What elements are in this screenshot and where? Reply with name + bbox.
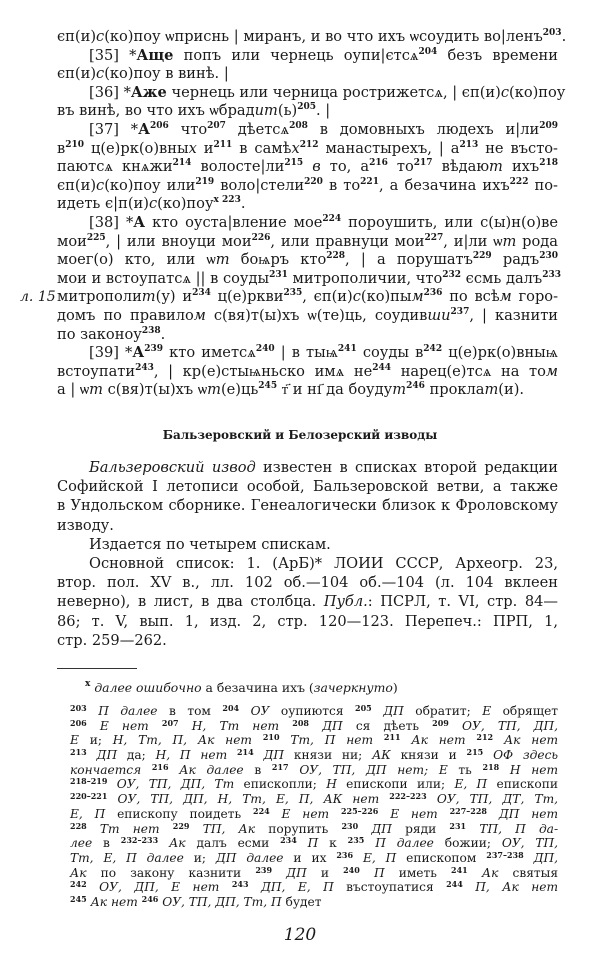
footnote-line: $^{242}$ ОУ, ДП, Е нет $^{243}$ ДП, Е, П въстоупатися $^{244}$ П, Ак нет [70,879,559,895]
intro-text [57,458,558,650]
main_text-line: домъ по правилом с(вя)т(ы)хъ ѡ(те)ць, соудивши$^{237}$, | казнити [57,306,558,324]
main_text-line: по законоу$^{238}$. [57,325,166,343]
footnote-divider [57,668,137,669]
intro-line: неверно), в лист, в два столбца. Публ.: ПСРЛ, т. VI, стр. 84— [57,593,558,611]
main_text-line: идеть є|п(и)с(ко)поу$^{х 223}$. [57,195,246,213]
page-number: 120 [283,925,317,945]
footnote-line: $^{245}$ Ак нет $^{246}$ ОУ, ТП, ДП, Тт, П будет [70,893,322,909]
footnote-line: лее в $^{232-233}$ Ак далъ есми $^{234}$ П к $^{235}$ П далее божии; ОУ, ТП, [70,835,559,851]
main-text [57,28,567,400]
section-heading: Бальзеровский и Белозерский изводы [162,428,438,442]
intro-line: Бальзеровский извод известен в списках второй редакции [89,459,558,476]
intro-line: изводу. [57,516,114,534]
footnote-line: Е и; Н, Тт, П, Ак нет $^{210}$ Тт, П нет $^{211}$ Ак нет $^{212}$ Ак нет [70,732,559,748]
main_text-line: въ винѣ, во что ихъ $ѡбрадит(ь)^{205}$. | [57,102,331,120]
footnotes [70,704,558,910]
intro-line: в Ундольском сборнике. Генеалогически близок к Фроловскому [57,497,558,515]
footnote-line: кончается $^{216}$ Ак далее в $^{217}$ ОУ, ТП, ДП нет; Е ть $^{218}$ Н нет [70,761,559,777]
intro-line: стр. 259—262. [57,631,167,649]
main_text-line: [36] *Аже чернець или черница рострижетсѧ, | єп(и)с(ко)поу [89,83,566,101]
footnote-x: $^х$ далее ошибочно а безачина ихъ (зачеркнуто) [85,679,398,695]
footnote-line: $^{203}$ П далее в том $^{204}$ ОУ оупиются $^{205}$ ДП обратит; Е обрящет [70,703,559,718]
main_text-line: паютсѧ кнѧжи$^{214}$ $волосте|ли^{215}$ в то, $а^{216}$ $то^{217}$ вѣдают ихъ$^{218}$ [57,158,558,176]
main_text-line: моег(о) кто, или ѡт боѩръ кто$^{228}$, | а порушатъ$^{229}$ радъ$^{230}$ [57,251,558,269]
main_text-line: єп(и)с(ко)поу или$^{219}$ воло|стели$^{220}$ в $то^{221}$, а безачина ихъ$^{222}$ по- [57,176,558,194]
footnote-line: Е, П епископу поидеть $^{224}$ Е нет $^{225-226}$ Е нет $^{227-228}$ ДП нет [70,805,559,821]
main_text-line: єп(и)с(ко)поу в винѣ. | [57,65,229,83]
main_text-line: [37] $*А^{206}$ что$^{207}$ дѣетсѧ$^{208}$ в домовныхъ людехъ $и|ли^{209}$ [89,120,558,138]
main_text-line: єп(и)с(ко)поу ѡприснь | миранъ, и во что ихъ ѡсоудить во|ленъ$^{203}$. [57,28,567,45]
intro-line: Основной список: 1. (АрБ)* ЛОИИ СССР, Археогр. 23, [89,554,558,572]
main_text-line: $в^{210}$ ц(е)рк(о)вных $и^{211}$ в самѣх$^{212}$ манастырехъ, | $а^{213}$ не въсто- [57,139,558,157]
footnote-line: Тт, Е, П далее и; ДП далее и их $^{236}$ Е, П епископом $^{237-238}$ ДП, [70,849,559,865]
main_text-line: мои и встоупатсѧ || в соуды$^{231}$ митрополичии, что$^{232}$ єсмь далъ$^{233}$ [57,269,561,287]
footnote-line: $^{220-221}$ ОУ, ТП, ДП, Н, Тт, Е, П, АК нет $^{222-223}$ ОУ, ТП, ДТ, Тт, [70,791,559,807]
footnote-line: $^{218-219}$ ОУ, ТП, ДП, Тт епископли; Н епископи или; Е, П епископи [70,776,559,792]
intro-line: Софийской I летописи особой, Бальзеровской ветви, а также [57,478,558,496]
footnote-line: $^{206}$ Е нет $^{207}$ Н, Тт нет $^{208}$ ДП ся дѣеть $^{209}$ ОУ, ТП, ДП, [70,717,559,733]
main_text-line: митрополит(у) $и^{234}$ ц(е)ркви$^{235}$, єп(и)с(ко)пым$^{236}$ по всѣм горо- [57,288,559,306]
main_text-line: [35] *Аще попъ или чернець оупи|єтсѧ$^{204}$ безъ времени [89,46,558,64]
main_text-line: а | ѡт с(вя)т(ы)хъ $ѡт(е)ць^{245}$ т҃ и нı҃ да боудут$^{246}$ проклат(и). [57,381,525,399]
folio-margin-note: л. 15 [20,289,56,305]
intro-line: Издается по четырем спискам. [89,535,331,553]
footnote-line: $^{213}$ ДП да; Н, П нет $^{214}$ ДП князи ни; АК князи и $^{215}$ ОФ здесь [70,747,559,763]
intro-line: втор. пол. XV в., лл. 102 об.—104 об.—104 (л. 104 вклеен [57,574,558,592]
main_text-line: встоупати$^{243}$, | кр(е)стыѩньско имѧ $не^{244}$ нарец(е)тсѧ на том [57,362,559,380]
main_text-line: [38] *А кто оуста|вление мое$^{224}$ пороушить, или с(ы)н(о)ве [89,213,559,231]
main_text-line: мои$^{225}$, | или вноуци мои$^{226}$, или правнуци мои$^{227}$, и|ли ѡт рода [57,232,558,250]
intro-line: 86; т. V, вып. 1, изд. 2, стр. 120—123. Перепеч.: ПРП, 1, [57,612,558,630]
footnote-line: $^{228}$ Тт нет $^{229}$ ТП, Ак порупить $^{230}$ ДП ряди $^{231}$ ТП, П да- [70,820,559,836]
footnote-line: Ак по закону казнити $^{239}$ ДП и $^{240}$ П иметь $^{241}$ Ак святыя [70,864,559,880]
main_text-line: [39] $*А^{239}$ кто иметсѧ$^{240}$ | в тыѩ$^{241}$ соуды $в^{242}$ ц(е)рк(о)вныѩ [89,344,558,362]
